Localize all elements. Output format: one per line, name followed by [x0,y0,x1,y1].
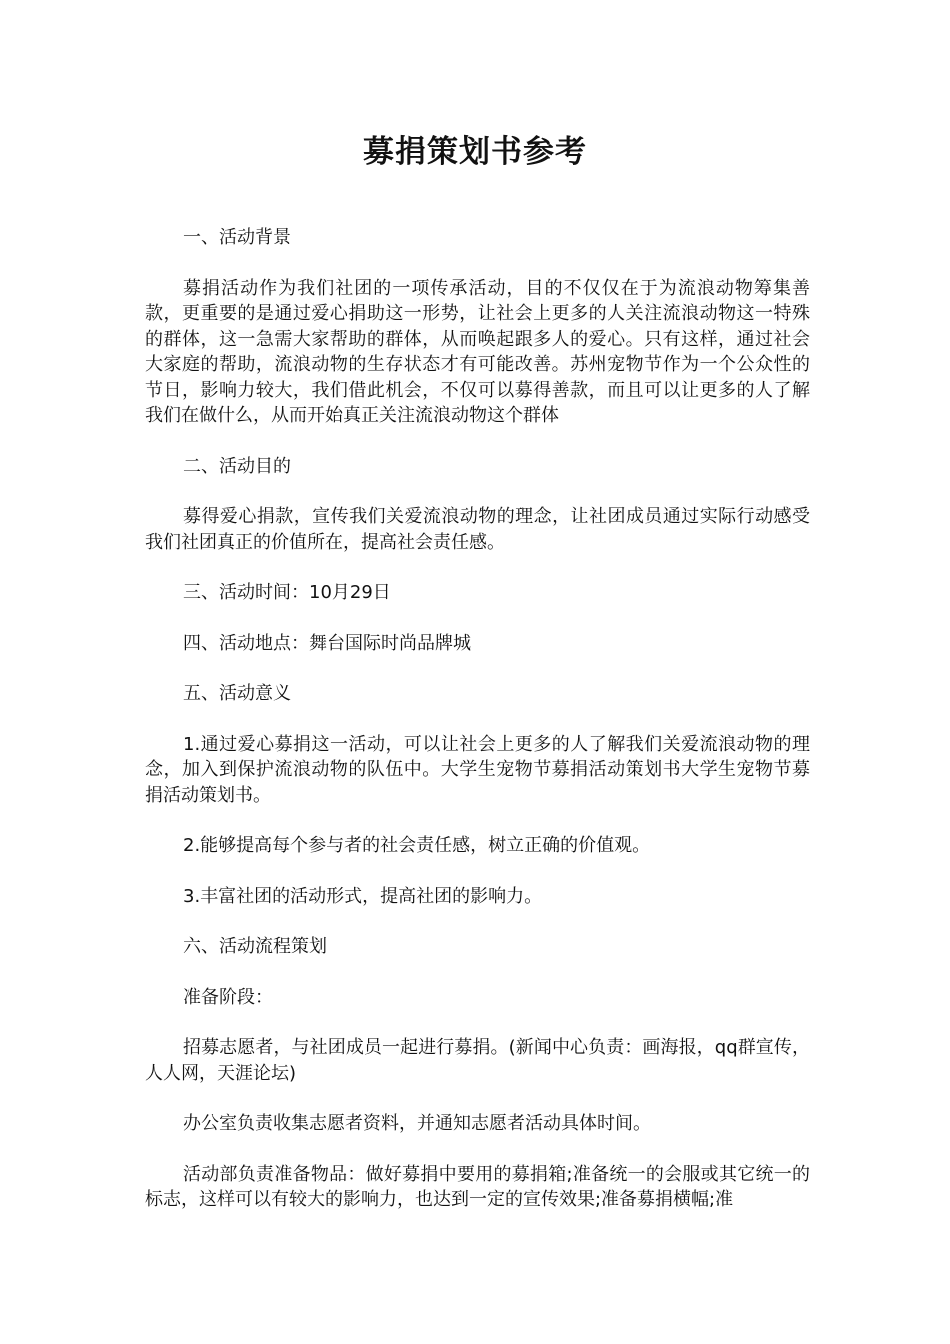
paragraph-activity-dept-duty: 活动部负责准备物品：做好募捐中要用的募捐箱;准备统一的会服或其它统一的标志，这样可以有较大的影响力，也达到一定的宣传效果;准备募捐横幅;准 [145,1163,810,1210]
document-body [145,225,810,1238]
paragraph-background: 募捐活动作为我们社团的一项传承活动，目的不仅仅在于为流浪动物筹集善款，更重要的是通过爱心捐助这一形势，让社会上更多的人关注流浪动物这一特殊的群体，这一急需大家帮助的群体，从而唤起跟多人的爱心。只有这样，通过社会大家庭的帮助，流浪动物的生存状态才有可能改善。苏州宠物节作为一个公众性的节日，影响力较大，我们借此机会，不仅可以募得善款，而且可以让更多的人了解我们在做什么，从而开始真正关注流浪动物这个群体 [145,277,810,426]
section-heading-process: 六、活动流程策划 [183,936,327,957]
section-heading-background: 一、活动背景 [183,227,291,248]
significance-item-2: 2.能够提高每个参与者的社会责任感，树立正确的价值观。 [183,835,651,856]
significance-item-3: 3.丰富社团的活动形式，提高社团的影响力。 [183,885,543,907]
section-heading-time: 三、活动时间：10月29日 [183,582,391,603]
subheading-preparation: 准备阶段： [183,986,273,1008]
paragraph-office-duty: 办公室负责收集志愿者资料，并通知志愿者活动具体时间。 [183,1113,651,1134]
paragraph-purpose: 募得爱心捐款，宣传我们关爱流浪动物的理念，让社团成员通过实际行动感受我们社团真正的价值所在，提高社会责任感。 [145,506,810,553]
section-heading-purpose: 二、活动目的 [183,455,291,477]
paragraph-recruit-volunteers: 招募志愿者，与社团成员一起进行募捐。(新闻中心负责：画海报，qq群宣传，人人网，天涯论坛) [145,1037,810,1084]
section-heading-location: 四、活动地点：舞台国际时尚品牌城 [183,632,471,654]
document-title: 募捐策划书参考 [363,134,587,170]
significance-item-1: 1.通过爱心募捐这一活动，可以让社会上更多的人了解我们关爱流浪动物的理念，加入到保护流浪动物的队伍中。大学生宠物节募捐活动策划书大学生宠物节募捐活动策划书。 [145,733,810,806]
section-heading-significance: 五、活动意义 [183,683,291,704]
